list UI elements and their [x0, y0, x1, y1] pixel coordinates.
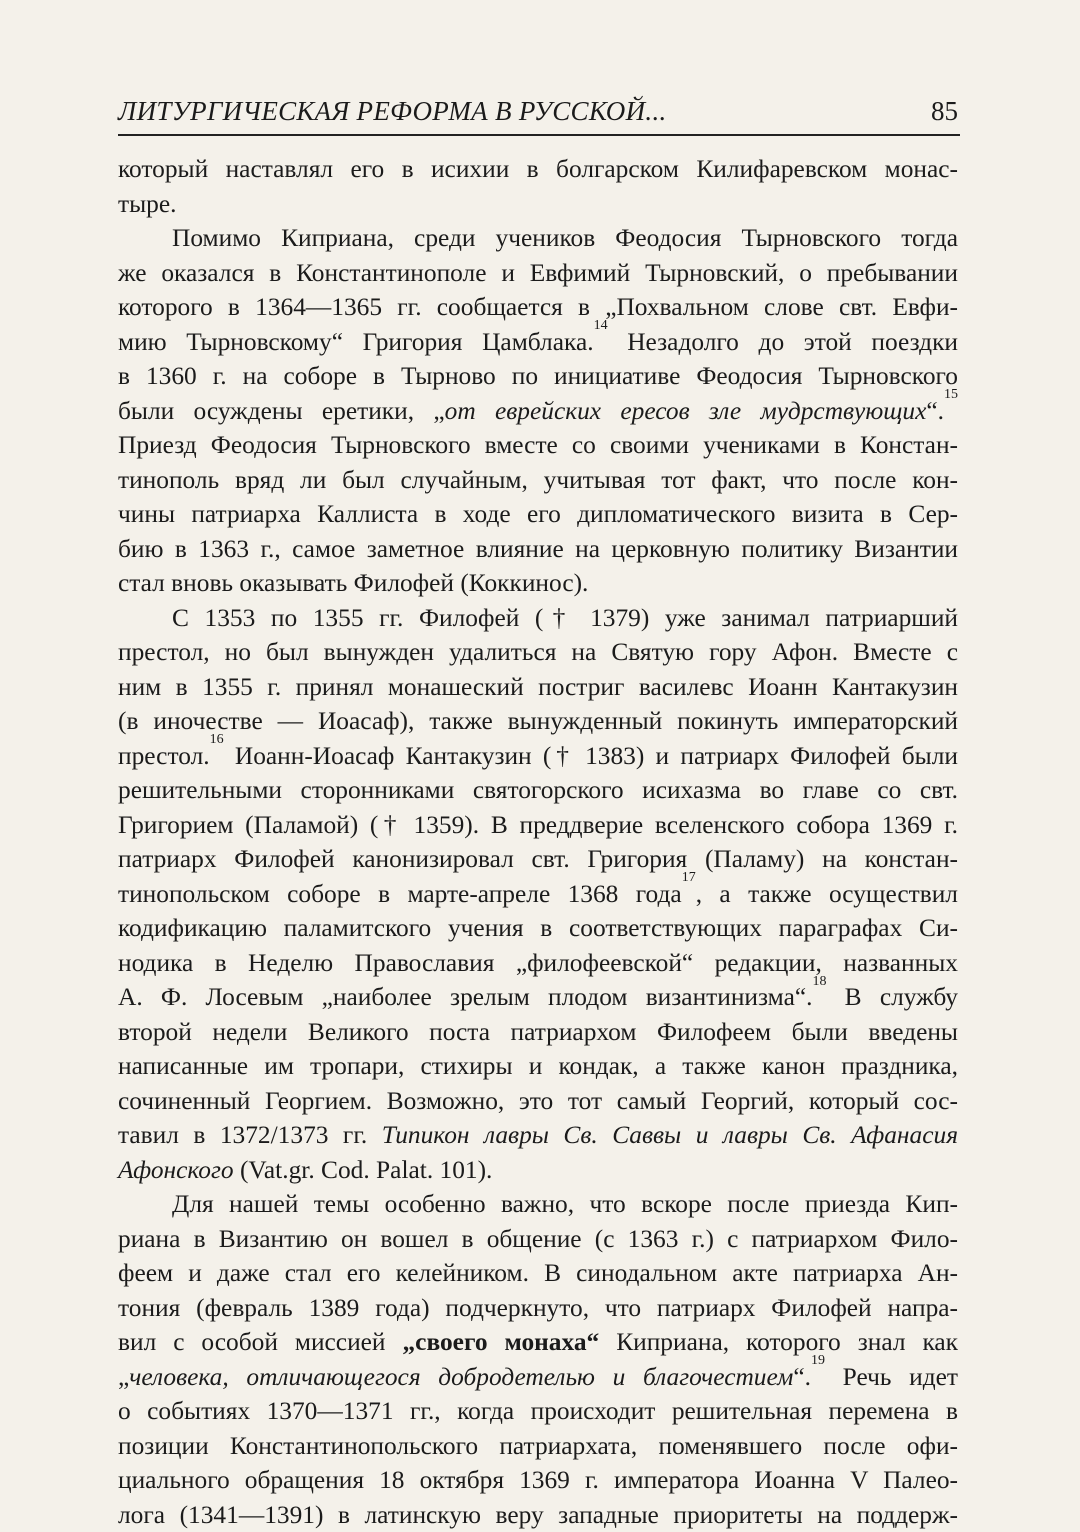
text-line: А. Ф. Лосевым „наиболее зрелым плодом византинизма“.$^{18}$ В службу: [118, 980, 958, 1015]
text-line: нодика в Неделю Православия „филофеевской“ редакции, названных: [118, 946, 958, 981]
text-line: позиции Константинопольского патриархата, поменявшего после офи-: [118, 1429, 958, 1464]
footnote-ref: 15: [944, 387, 958, 402]
text-line: которого в 1364—1365 гг. сообщается в „Похвальном слове свт. Евфи-: [118, 290, 958, 325]
text-line: мию Тырновскому“ Григория Цамблака.$^{14}$ Незадолго до этой поездки: [118, 325, 958, 360]
text-line: риана в Византию он вошел в общение (с 1363 г.) с патриархом Фило-: [118, 1222, 958, 1257]
text-line: решительными сторонниками святогорского исихазма во главе со свт.: [118, 773, 958, 808]
footnote-ref: 14: [594, 318, 608, 333]
quote-italic: человека, отличающегося добродетелью и благочестием: [129, 1363, 793, 1391]
text-line: патриарх Филофей канонизировал свт. Григория (Паламу) на констан-: [118, 842, 958, 877]
text-line: были осуждены еретики, „от еврейских ересов зле мудрствующих“.$^{15}$: [118, 394, 958, 429]
text-line: стал вновь оказывать Филофей (Коккинос).: [118, 566, 958, 601]
text-line: (в иночестве — Иоасаф), также вынужденный покинуть императорский: [118, 704, 958, 739]
footnote-ref: 16: [210, 732, 224, 747]
title-italic: Типикон лавры Св. Саввы и лавры Св. Афанасия: [382, 1121, 958, 1149]
text-line: феем и даже стал его келейником. В синодальном акте патриарха Ан-: [118, 1256, 958, 1291]
text-line: кодификацию паламитского учения в соответствующих параграфах Си-: [118, 911, 958, 946]
text-line: престол, но был вынужден удалиться на Святую гору Афон. Вместе с: [118, 635, 958, 670]
text-line: чины патриарха Каллиста в ходе его дипломатического визита в Сер-: [118, 497, 958, 532]
title-italic: Афонского: [118, 1156, 234, 1184]
footnote-ref: 18: [812, 974, 826, 989]
text-line: престол.$^{16}$ Иоанн-Иоасаф Кантакузин († 1383) и патриарх Филофей были: [118, 739, 958, 774]
text-line: который наставлял его в исихии в болгарском Килифаревском монас-: [118, 152, 958, 187]
text-line: сочиненный Георгием. Возможно, это тот самый Георгий, который сос-: [118, 1084, 958, 1119]
text-line: же оказался в Константинополе и Евфимий Тырновский, о пребывании: [118, 256, 958, 291]
bold-quote: „своего монаха“: [402, 1328, 599, 1356]
text-line: тинопольском соборе в марте-апреле 1368 года$^{17}$, а также осуществил: [118, 877, 958, 912]
text-line: тония (февраль 1389 года) подчеркнуто, что патриарх Филофей напра-: [118, 1291, 958, 1326]
text-line: тыре.: [118, 187, 958, 222]
text-line: Приезд Феодосия Тырновского вместе со своими учениками в Констан-: [118, 428, 958, 463]
footnote-ref: 17: [682, 870, 696, 885]
text-line: написанные им тропари, стихиры и кондак, а также канон праздника,: [118, 1049, 958, 1084]
footnote-ref: 19: [811, 1353, 825, 1368]
text-line: о событиях 1370—1371 гг., когда происходит решительная перемена в: [118, 1394, 958, 1429]
body-text: [118, 152, 958, 1532]
text-line: циального обращения 18 октября 1369 г. императора Иоанна V Палео-: [118, 1463, 958, 1498]
text-line: вил с особой миссией „своего монаха“ Киприана, которого знал как: [118, 1325, 958, 1360]
running-title: ЛИТУРГИЧЕСКАЯ РЕФОРМА В РУССКОЙ...: [118, 96, 667, 127]
text-line: в 1360 г. на соборе в Тырново по инициативе Феодосия Тырновского: [118, 359, 958, 394]
text-line: бию в 1363 г., самое заметное влияние на церковную политику Византии: [118, 532, 958, 567]
text-line: Помимо Киприана, среди учеников Феодосия Тырновского тогда: [118, 221, 958, 256]
text-line: Для нашей темы особенно важно, что вскоре после приезда Кип-: [118, 1187, 958, 1222]
page-header: [118, 96, 960, 136]
text-line: С 1353 по 1355 гг. Филофей († 1379) уже занимал патриарший: [118, 601, 958, 636]
text-line: „человека, отличающегося добродетелью и благочестием“.$^{19}$ Речь идет: [118, 1360, 958, 1395]
text-line: Григорием (Паламой) († 1359). В преддверие вселенского собора 1369 г.: [118, 808, 958, 843]
header-rule: [118, 134, 960, 136]
quote-italic: от еврейских ересов зле мудрствующих: [445, 397, 927, 425]
text-line: лога (1341—1391) в латинскую веру западные приоритеты на поддерж-: [118, 1498, 958, 1532]
text-line: второй недели Великого поста патриархом Филофеем были введены: [118, 1015, 958, 1050]
text-line: Афонского (Vat.gr. Cod. Palat. 101).: [118, 1153, 958, 1188]
page-number: 85: [931, 96, 958, 127]
text-line: тавил в 1372/1373 гг. Типикон лавры Св. Саввы и лавры Св. Афанасия: [118, 1118, 958, 1153]
text-line: тинополь вряд ли был случайным, учитывая тот факт, что после кон-: [118, 463, 958, 498]
text-line: ним в 1355 г. принял монашеский постриг василевс Иоанн Кантакузин: [118, 670, 958, 705]
